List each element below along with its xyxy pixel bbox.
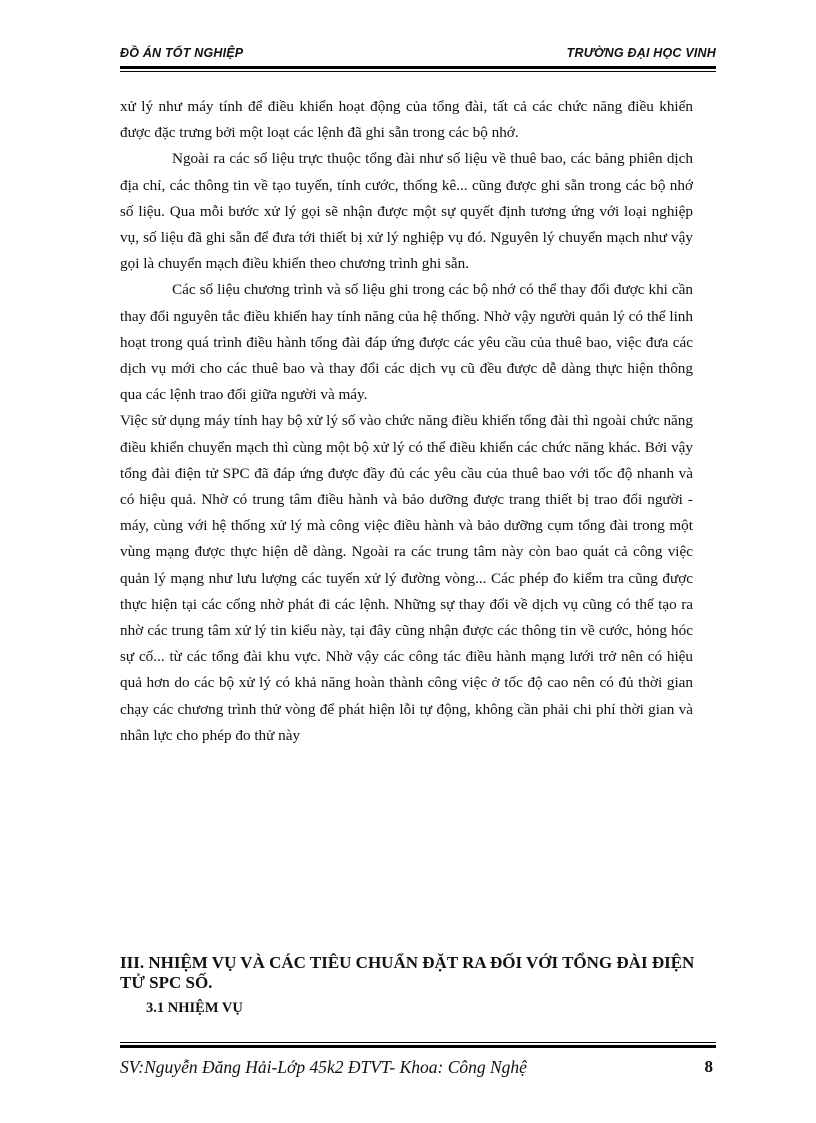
paragraph: Việc sử dụng máy tính hay bộ xử lý số vào chức năng điều khiển tổng đài thì ngoài chức năng điều khiển chuyển mạch thì cùng một bộ xử lý có thể điều khiển các chức năng khác. Bởi vậy tổng đài điện tử SPC đã đáp ứng được đầy đủ các yêu cầu của thuê bao với tốc độ nhanh và có hiệu quả. Nhờ có trung tâm điều hành và bảo dưỡng được trang thiết bị trao đổi người - máy, cùng với hệ thống xử lý mà công việc điều hành và bảo dưỡng cụm tổng đài trong một vùng mạng được thực hiện dễ dàng. Ngoài ra các trung tâm này còn bao quát cả công việc quản lý mạng như lưu lượng các tuyến xử lý đường vòng... Các phép đo kiểm tra cũng được thực hiện tại các cổng nhờ phát đi các lệnh. Những sự thay đổi về dịch vụ cũng có thể tạo ra nhờ các trung tâm xử lý tin kiểu này, tại đây cũng nhận được các thông tin về cước, hỏng hóc sự cố... từ các tổng đài khu vực. Nhờ vậy các công tác điều hành mạng lưới trở nên có hiệu quả hơn do các bộ xử lý có khả năng hoàn thành công việc ở tốc độ cao nên có đủ thời gian chạy các chương trình thử vòng để phát hiện lỗi tự động, không cần phải chi phí thời gian và nhân lực cho phép đo thử này	[120, 412, 693, 744]
footer-rule-thick	[120, 1045, 716, 1048]
paragraph: Ngoài ra các số liệu trực thuộc tổng đài như số liệu về thuê bao, các bảng phiên dịch địa chỉ, các thông tin về tạo tuyến, tính cước, thống kê... cũng được ghi sẵn trong các bộ nhớ số liệu. Qua mỗi bước xử lý gọi sẽ nhận được một sự quyết định tương ứng với loại nghiệp vụ, số liệu đã ghi sẵn để đưa tới thiết bị xử lý nghiệp vụ đó. Nguyên lý chuyển mạch như vậy gọi là chuyển mạch điều khiển theo chương trình ghi sẵn.	[120, 150, 693, 273]
header-thesis-title: ĐỒ ÁN TỐT NGHIỆP	[120, 46, 244, 60]
footer-author: SV:Nguyễn Đăng Hải-Lớp 45k2 ĐTVT- Khoa: Công Nghệ	[120, 1057, 527, 1077]
paragraph: Các số liệu chương trình và số liệu ghi trong các bộ nhớ có thể thay đổi được khi cần thay đổi nguyên tắc điều khiển hay tính năng của hệ thống. Nhờ vậy người quản lý có thể linh hoạt trong quá trình điều hành tổng đài đáp ứng được các yêu cầu của thuê bao, việc đưa các dịch vụ mới cho các thuê bao và thay đổi các dịch vụ cũ đều được dễ dàng thực hiện thông qua các lệnh trao đổi giữa người và máy.	[120, 281, 693, 404]
section-heading: III. NHIỆM VỤ VÀ CÁC TIÊU CHUẨN ĐẶT RA ĐỐI VỚI TỔNG ĐÀI ĐIỆN TỬ SPC SỐ.	[120, 953, 695, 992]
header-rule-thick	[120, 66, 716, 69]
page-header	[120, 46, 716, 66]
footer-rule-thin	[120, 1042, 716, 1043]
body-text	[120, 94, 693, 749]
header-university: TRƯỜNG ĐẠI HỌC VINH	[566, 46, 716, 60]
subsection-heading: 3.1 NHIỆM VỤ	[146, 1000, 243, 1016]
page-number: 8	[704, 1057, 713, 1076]
header-rule-thin	[120, 71, 716, 72]
paragraph-continuation: xử lý như máy tính để điều khiển hoạt động của tổng đài, tất cả các chức năng điều khiển được đặc trưng bởi một loạt các lệnh đã ghi sẵn trong các bộ nhớ.	[120, 98, 693, 142]
